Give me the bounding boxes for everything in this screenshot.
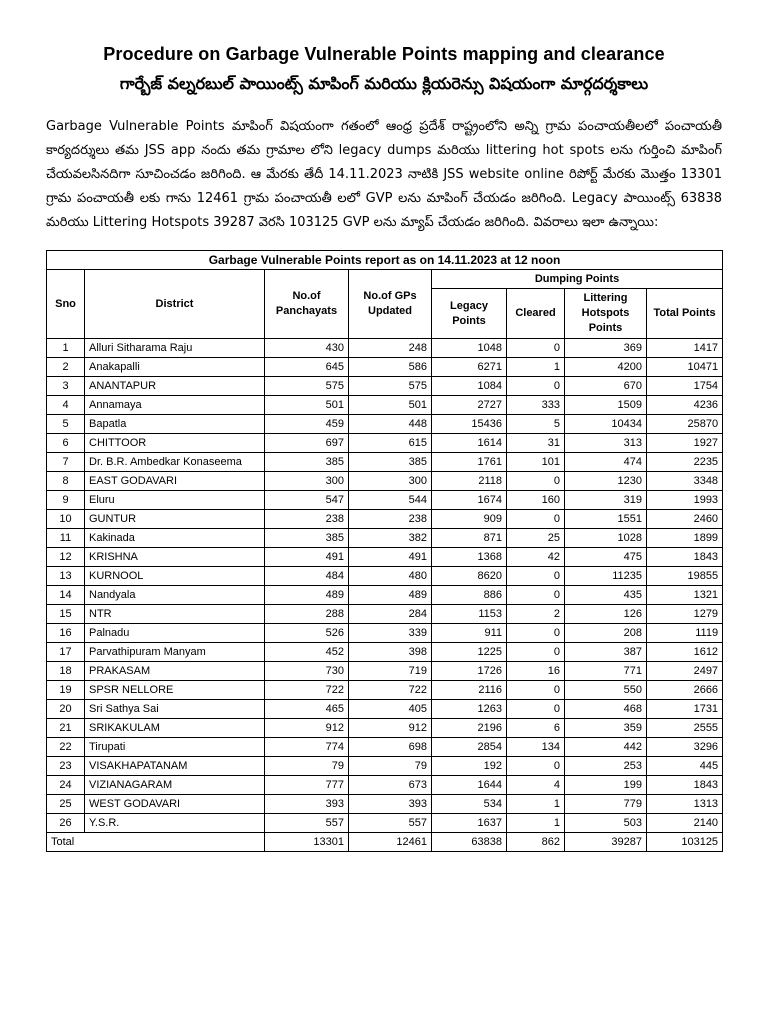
cell-sno: 26 [47,814,85,833]
total-row [47,833,723,852]
cell-gps-updated: 480 [349,567,432,586]
table-row [47,339,723,358]
cell-cleared: 1 [507,795,565,814]
intro-paragraph: Garbage Vulnerable Points మాపింగ్ విషయంగా గతంలో ఆంధ్ర ప్రదేశ్ రాష్ట్రంలోని అన్ని గ్రామ పంచాయతీలలో పంచాయతీ కార్యదర్శులు తమ JSS app నందు తమ గ్రామాల లోని legacy dumps మరియు littering hot spots లను గుర్తించి మాపింగ్ చేయవలసినదిగా సూచించడం జరిగింది. ఆ మేరకు తేదీ 14.11.2023 నాటికి JSS website online రిపోర్ట్ మేరకు మొత్తం 13301 గ్రామ పంచాయతీ లకు గాను 12461 గ్రామ పంచాయతీ లలో GVP లను మాపింగ్ చేయడం జరిగింది. Legacy పాయింట్స్ 63838 మరియు Littering Hotspots 39287 వెరసి 103125 GVP లను మ్యాప్ చేయడం జరిగింది. వివరాలు ఇలా ఉన్నాయి: [46,119,722,230]
cell-district: Y.S.R. [85,814,265,833]
cell-total: 1899 [647,529,723,548]
cell-sno: 5 [47,415,85,434]
cell-legacy: 6271 [432,358,507,377]
cell-littering: 10434 [565,415,647,434]
table-row [47,586,723,605]
table-row [47,662,723,681]
table-row [47,738,723,757]
cell-gps-updated: 300 [349,472,432,491]
table-row [47,377,723,396]
cell-panchayats: 730 [265,662,349,681]
cell-littering: 208 [565,624,647,643]
cell-gps-updated: 491 [349,548,432,567]
cell-total: 2235 [647,453,723,472]
cell-cleared: 0 [507,643,565,662]
cell-legacy: 1674 [432,491,507,510]
cell-panchayats: 912 [265,719,349,738]
cell-gps-updated: 448 [349,415,432,434]
cell-panchayats: 465 [265,700,349,719]
cell-legacy: 1153 [432,605,507,624]
table-row [47,605,723,624]
total-points: 103125 [647,833,723,852]
cell-littering: 4200 [565,358,647,377]
header-district: District [85,270,265,339]
cell-district: PRAKASAM [85,662,265,681]
cell-district: ANANTAPUR [85,377,265,396]
cell-district: Parvathipuram Manyam [85,643,265,662]
header-legacy-points: Legacy Points [432,289,507,339]
cell-sno: 23 [47,757,85,776]
cell-sno: 12 [47,548,85,567]
cell-sno: 6 [47,434,85,453]
cell-cleared: 0 [507,377,565,396]
cell-cleared: 0 [507,472,565,491]
cell-total: 3348 [647,472,723,491]
cell-panchayats: 774 [265,738,349,757]
table-row [47,795,723,814]
cell-littering: 369 [565,339,647,358]
cell-littering: 1230 [565,472,647,491]
table-row [47,700,723,719]
cell-sno: 22 [47,738,85,757]
total-label: Total [47,833,265,852]
cell-gps-updated: 615 [349,434,432,453]
page-title: Procedure on Garbage Vulnerable Points mapping and clearance [103,44,665,64]
cell-cleared: 0 [507,624,565,643]
cell-district: Sri Sathya Sai [85,700,265,719]
cell-panchayats: 722 [265,681,349,700]
cell-cleared: 1 [507,358,565,377]
cell-legacy: 1761 [432,453,507,472]
cell-sno: 14 [47,586,85,605]
cell-sno: 25 [47,795,85,814]
cell-cleared: 134 [507,738,565,757]
table-row [47,643,723,662]
cell-cleared: 1 [507,814,565,833]
cell-littering: 468 [565,700,647,719]
cell-sno: 2 [47,358,85,377]
cell-sno: 19 [47,681,85,700]
cell-total: 2555 [647,719,723,738]
cell-sno: 8 [47,472,85,491]
header-cleared: Cleared [507,289,565,339]
cell-littering: 199 [565,776,647,795]
table-row [47,567,723,586]
cell-panchayats: 645 [265,358,349,377]
cell-cleared: 42 [507,548,565,567]
cell-cleared: 16 [507,662,565,681]
cell-legacy: 534 [432,795,507,814]
cell-sno: 20 [47,700,85,719]
total-panchayats: 13301 [265,833,349,852]
table-row [47,472,723,491]
table-row [47,358,723,377]
table-row [47,624,723,643]
table-row [47,681,723,700]
cell-gps-updated: 398 [349,643,432,662]
header-gps-updated: No.of GPs Updated [349,270,432,339]
cell-gps-updated: 586 [349,358,432,377]
cell-littering: 779 [565,795,647,814]
cell-panchayats: 385 [265,529,349,548]
cell-gps-updated: 489 [349,586,432,605]
gvp-report-table [46,250,723,852]
cell-district: Nandyala [85,586,265,605]
cell-littering: 442 [565,738,647,757]
cell-littering: 550 [565,681,647,700]
cell-legacy: 2196 [432,719,507,738]
cell-littering: 253 [565,757,647,776]
cell-sno: 18 [47,662,85,681]
cell-littering: 475 [565,548,647,567]
cell-district: Bapatla [85,415,265,434]
cell-gps-updated: 238 [349,510,432,529]
cell-total: 1927 [647,434,723,453]
header-total-points: Total Points [647,289,723,339]
cell-cleared: 0 [507,586,565,605]
cell-total: 1843 [647,548,723,567]
cell-sno: 13 [47,567,85,586]
cell-cleared: 25 [507,529,565,548]
cell-sno: 11 [47,529,85,548]
cell-legacy: 1084 [432,377,507,396]
cell-legacy: 192 [432,757,507,776]
cell-gps-updated: 912 [349,719,432,738]
cell-total: 2460 [647,510,723,529]
cell-legacy: 2854 [432,738,507,757]
cell-legacy: 8620 [432,567,507,586]
cell-total: 1843 [647,776,723,795]
cell-cleared: 4 [507,776,565,795]
cell-cleared: 6 [507,719,565,738]
total-gps-updated: 12461 [349,833,432,852]
cell-sno: 21 [47,719,85,738]
table-row [47,814,723,833]
table-row [47,491,723,510]
header-panchayats: No.of Panchayats [265,270,349,339]
cell-littering: 313 [565,434,647,453]
cell-panchayats: 547 [265,491,349,510]
cell-littering: 474 [565,453,647,472]
cell-district: SPSR NELLORE [85,681,265,700]
cell-panchayats: 501 [265,396,349,415]
cell-sno: 1 [47,339,85,358]
cell-sno: 9 [47,491,85,510]
cell-total: 1993 [647,491,723,510]
cell-panchayats: 557 [265,814,349,833]
cell-panchayats: 489 [265,586,349,605]
cell-sno: 24 [47,776,85,795]
cell-total: 1321 [647,586,723,605]
cell-panchayats: 484 [265,567,349,586]
total-legacy: 63838 [432,833,507,852]
table-row [47,548,723,567]
cell-cleared: 101 [507,453,565,472]
cell-panchayats: 575 [265,377,349,396]
cell-cleared: 0 [507,700,565,719]
cell-littering: 503 [565,814,647,833]
cell-panchayats: 526 [265,624,349,643]
cell-total: 1754 [647,377,723,396]
cell-sno: 17 [47,643,85,662]
cell-total: 1313 [647,795,723,814]
cell-panchayats: 300 [265,472,349,491]
cell-district: VIZIANAGARAM [85,776,265,795]
cell-littering: 126 [565,605,647,624]
cell-littering: 435 [565,586,647,605]
table-row [47,719,723,738]
cell-legacy: 1726 [432,662,507,681]
cell-district: Anakapalli [85,358,265,377]
cell-panchayats: 491 [265,548,349,567]
cell-cleared: 31 [507,434,565,453]
cell-littering: 359 [565,719,647,738]
cell-total: 1417 [647,339,723,358]
cell-legacy: 2727 [432,396,507,415]
cell-total: 2666 [647,681,723,700]
cell-total: 2140 [647,814,723,833]
cell-littering: 1509 [565,396,647,415]
cell-legacy: 1614 [432,434,507,453]
cell-panchayats: 79 [265,757,349,776]
page-subtitle-telugu: గార్బేజ్ వల్నరబుల్ పాయింట్స్ మాపింగ్ మరియు క్లియరెన్సు విషయంగా మార్గదర్శకాలు [119,74,649,93]
cell-gps-updated: 722 [349,681,432,700]
cell-district: KRISHNA [85,548,265,567]
table-caption: Garbage Vulnerable Points report as on 14.11.2023 at 12 noon [47,251,723,270]
cell-cleared: 5 [507,415,565,434]
cell-district: NTR [85,605,265,624]
cell-gps-updated: 544 [349,491,432,510]
cell-total: 1612 [647,643,723,662]
cell-district: Eluru [85,491,265,510]
cell-sno: 10 [47,510,85,529]
cell-total: 1119 [647,624,723,643]
cell-district: Dr. B.R. Ambedkar Konaseema [85,453,265,472]
cell-sno: 3 [47,377,85,396]
cell-sno: 7 [47,453,85,472]
cell-district: Tirupati [85,738,265,757]
cell-panchayats: 697 [265,434,349,453]
cell-total: 25870 [647,415,723,434]
cell-sno: 16 [47,624,85,643]
header-dumping-points: Dumping Points [432,270,723,289]
cell-legacy: 1225 [432,643,507,662]
cell-gps-updated: 339 [349,624,432,643]
cell-legacy: 909 [432,510,507,529]
cell-cleared: 0 [507,567,565,586]
cell-district: Kakinada [85,529,265,548]
cell-panchayats: 777 [265,776,349,795]
table-row [47,396,723,415]
cell-panchayats: 385 [265,453,349,472]
table-row [47,453,723,472]
cell-panchayats: 288 [265,605,349,624]
cell-district: SRIKAKULAM [85,719,265,738]
cell-district: Palnadu [85,624,265,643]
cell-legacy: 1048 [432,339,507,358]
cell-gps-updated: 79 [349,757,432,776]
cell-gps-updated: 673 [349,776,432,795]
cell-legacy: 1644 [432,776,507,795]
cell-gps-updated: 248 [349,339,432,358]
cell-district: CHITTOOR [85,434,265,453]
cell-gps-updated: 382 [349,529,432,548]
cell-littering: 1028 [565,529,647,548]
cell-cleared: 2 [507,605,565,624]
cell-gps-updated: 557 [349,814,432,833]
cell-panchayats: 452 [265,643,349,662]
cell-total: 2497 [647,662,723,681]
cell-district: Annamaya [85,396,265,415]
cell-cleared: 0 [507,681,565,700]
total-cleared: 862 [507,833,565,852]
cell-legacy: 15436 [432,415,507,434]
cell-gps-updated: 719 [349,662,432,681]
cell-sno: 15 [47,605,85,624]
cell-total: 3296 [647,738,723,757]
cell-littering: 771 [565,662,647,681]
table-row [47,757,723,776]
cell-district: EAST GODAVARI [85,472,265,491]
cell-district: GUNTUR [85,510,265,529]
cell-panchayats: 430 [265,339,349,358]
cell-legacy: 2116 [432,681,507,700]
cell-total: 10471 [647,358,723,377]
cell-legacy: 1637 [432,814,507,833]
cell-gps-updated: 284 [349,605,432,624]
cell-littering: 11235 [565,567,647,586]
header-littering-hotspots: Littering Hotspots Points [565,289,647,339]
cell-gps-updated: 393 [349,795,432,814]
cell-district: WEST GODAVARI [85,795,265,814]
cell-littering: 319 [565,491,647,510]
cell-gps-updated: 405 [349,700,432,719]
table-row [47,415,723,434]
cell-cleared: 160 [507,491,565,510]
cell-legacy: 1263 [432,700,507,719]
cell-gps-updated: 501 [349,396,432,415]
total-littering: 39287 [565,833,647,852]
cell-total: 19855 [647,567,723,586]
table-row [47,510,723,529]
cell-panchayats: 393 [265,795,349,814]
cell-legacy: 1368 [432,548,507,567]
cell-cleared: 0 [507,510,565,529]
cell-total: 4236 [647,396,723,415]
table-body [47,339,723,833]
cell-cleared: 0 [507,757,565,776]
cell-district: Alluri Sitharama Raju [85,339,265,358]
cell-district: VISAKHAPATANAM [85,757,265,776]
cell-total: 1731 [647,700,723,719]
table-row [47,434,723,453]
cell-gps-updated: 698 [349,738,432,757]
cell-gps-updated: 385 [349,453,432,472]
header-sno: Sno [47,270,85,339]
cell-total: 445 [647,757,723,776]
cell-legacy: 2118 [432,472,507,491]
cell-panchayats: 459 [265,415,349,434]
cell-legacy: 886 [432,586,507,605]
cell-gps-updated: 575 [349,377,432,396]
cell-total: 1279 [647,605,723,624]
cell-littering: 670 [565,377,647,396]
cell-cleared: 0 [507,339,565,358]
cell-sno: 4 [47,396,85,415]
cell-district: KURNOOL [85,567,265,586]
table-row [47,776,723,795]
cell-cleared: 333 [507,396,565,415]
cell-littering: 1551 [565,510,647,529]
cell-panchayats: 238 [265,510,349,529]
cell-legacy: 911 [432,624,507,643]
cell-legacy: 871 [432,529,507,548]
cell-littering: 387 [565,643,647,662]
table-row [47,529,723,548]
